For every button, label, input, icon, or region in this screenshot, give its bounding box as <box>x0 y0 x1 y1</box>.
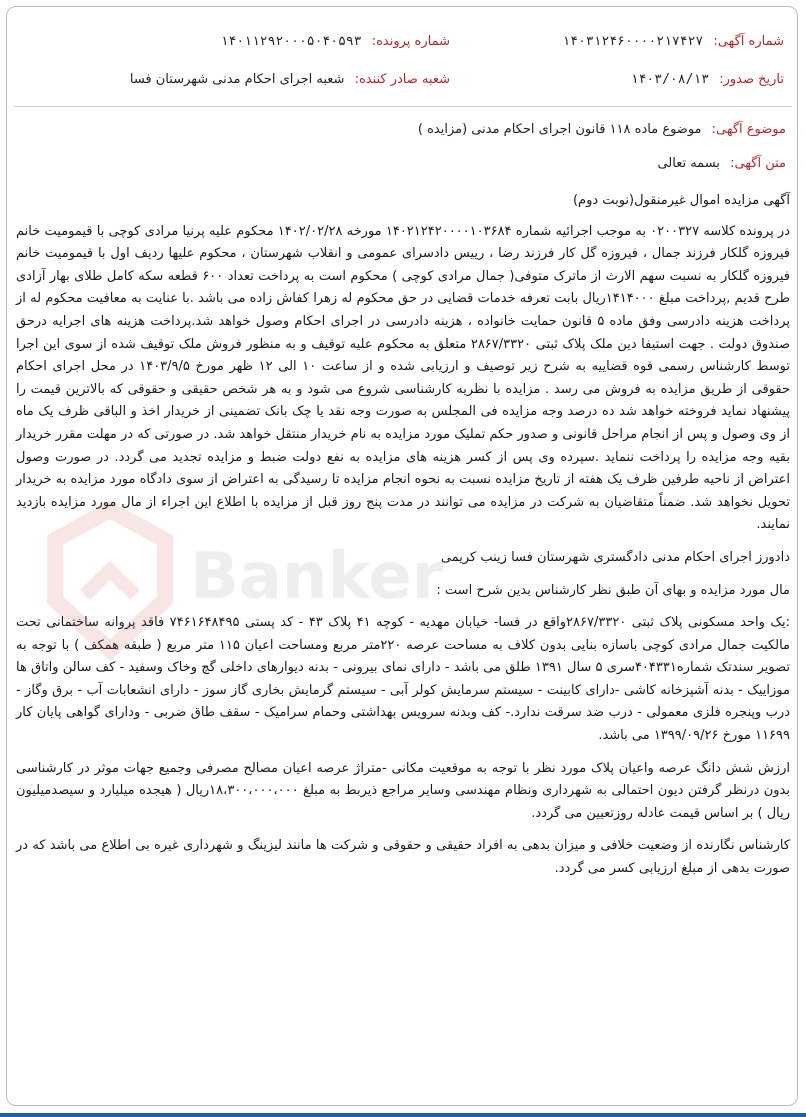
case-number-value: ۱۴۰۱۱۲۹۲۰۰۰۵۰۴۰۵۹۳ <box>220 34 362 49</box>
ad-property-description: :یک واحد مسکونی پلاک ثبتی ۲۸۶۷/۳۳۲۰واقع در فسا- خیابان مهدیه - کوچه ۴۱ پلاک ۴۳ - کد پستی ۷۴۶۱۶۴۸۴۹۵ فاقد پروانه ساختمانی تحت مالکیت جمال مرادی کوچی باسازه بنایی بدون کلاف به مساحت عرصه ۲۲۰متر مربع ومساحت اعیان ۱۱۵ متر مربع ( طبقه همکف ) با توجه به تصویر سندتک شماره۴۰۴۳۳۱سری ۵ سال ۱۳۹۱ طلق می باشد - دارای نمای بیرونی - بدنه دیوارهای داخلی گچ وخاک وسفید - کف سالن واتاق ها موزاییک - بدنه آشپزخانه کاشی -دارای کابینت - سیستم سرمایش کولر آبی - سیستم گرمایش بخاری گاز سوز - دارای انشعابات آب - برق وگاز - درب وپنجره فلزی معمولی - درب ضد سرقت ندارد.- کف وبدنه سرویس بهداشتی وحمام سرامیک - سقف طاق ضربی - ودارای گواهی پایان کار ۱۱۶۹۹ مورخ ۱۳۹۹/۰۹/۲۶ می باشد. <box>16 615 790 744</box>
body-label: متن آگهی: <box>730 156 786 171</box>
watermark-text: Banker <box>190 540 444 614</box>
ad-number-value: ۱۴۰۳۱۲۴۶۰۰۰۰۲۱۷۴۲۷ <box>562 34 704 49</box>
issuer-row <box>130 72 450 87</box>
ad-valuation-intro: مال مورد مزایده و بهای آن طبق نظر کارشناس بدین شرح است : <box>436 582 790 598</box>
ad-signature: دادورز اجرای احکام مدنی دادگستری شهرستان فسا زینب کریمی <box>440 549 790 565</box>
ad-paragraph-execution: در پرونده کلاسه ۰۲۰۰۳۲۷ به موجب اجرائیه شماره ۱۴۰۲۱۲۴۲۰۰۰۰۱۰۳۶۸۴ مورخه ۱۴۰۲/۰۲/۲۸ محکوم علیه پرنیا مرادی کوچی با قیمومیت خانم فیروزه گلکار فرزند جمال ، فیروزه گل کار فرزند رضا ، رییس دادسرای عمومی و انقلاب شهرستان ، محکوم علیها ردیف اول با قیمومیت خانم فیروزه گلکار به نسبت سهم الارث از ماترک متوفی( جمال مرادی کوچی ) محکوم است به پرداخت تعداد ۶۰۰ قطعه سکه کامل طلای بهار آزادی طرح قدیم ,پرداخت مبلغ ۱۴۱۴۰۰۰ریال بابت تعرفه خدمات قضایی در حق محکوم له زهرا کفاش زاده می باشد .با عنایت به معافیت محکوم له از پرداخت هزینه دادرسی وفق ماده ۵ قانون حمایت خانواده ، هزینه دادرسی در اجرای احکام وصول خواهد شد.پرداخت هزینه های اجرایه درحق صندوق دولت . جهت استیفا دین ملک پلاک ثبتی ۲۸۶۷/۳۳۲۰ متعلق به محکوم علیه توقیف و به منظور فروش ملک توقیف شده از سوی این اجرا توسط کارشناس رسمی قوه قضاییه به شرح زیر توصیف و ارزیابی شده و از ساعت ۱۰ الی ۱۲ ظهر مورخ ۱۴۰۳/۹/۵ در محل اجرای احکام حقوقی از طریق مزایده به فروش می رسد . مزایده با نظریه کارشناسی شروع می شود و به هر شخص حقیقی و حقوقی که بالاترین قیمت را پیشنهاد نماید فروخته خواهد شد ده درصد وجه مزایده فی المجلس به صورت وجه نقد یا چک بانک تضمینی از خریدار اخذ و الباقی ظرف یک ماه از وی وصول و پس از انجام مراحل قانونی و صدور حکم تملیک مورد مزایده به نام خریدار منتقل خواهد شد. در صورتی که در مهلت مقرر خریدار بقیه وجه مزایده را پرداخت ننماید .سپرده وی پس از کسر هزینه های مزایده به نفع دولت ضبط و مزایده تجدید می گردد. در صورت وصول اعتراض از ناحیه طرفین ظرف یک هفته از تاریخ مزایده نسبت به نحوه انجام مزایده تا رسیدگی به اعتراض از سوی دادگاه مورد مزایده به خریدار تحویل نخواهد شد. ضمناً متقاضیان به شرکت در مزایده می توانند در مدت پنج روز قبل از مزایده با اطلاع این اجراء از مال مورد مزایده بازدید نمایند. <box>16 223 790 533</box>
bottom-accent-bar <box>0 1113 806 1117</box>
body-basmala: بسمه تعالی <box>657 156 720 171</box>
header-divider <box>14 106 792 107</box>
case-number-row <box>221 34 450 49</box>
issue-date-label: تاریخ صدور: <box>719 72 784 87</box>
ad-body <box>16 190 790 891</box>
body-header-row <box>657 156 786 171</box>
issuer-value: شعبه اجرای احکام مدنی شهرستان فسا <box>129 72 345 87</box>
ad-number-row <box>562 34 784 49</box>
issuer-label: شعبه صادر کننده: <box>354 72 450 87</box>
issue-date-row <box>631 72 784 87</box>
subject-row <box>418 122 786 137</box>
issue-date-value: ۱۴۰۳/۰۸/۱۳ <box>630 72 710 87</box>
case-number-label: شماره پرونده: <box>371 34 450 49</box>
ad-number-label: شماره آگهی: <box>713 34 784 49</box>
ad-valuation-amount: ارزش شش دانگ عرصه واعیان پلاک مورد نظر با توجه به موقعیت مکانی -متراژ عرصه اعیان مصالح مصرفی وجمیع جهات موثر در کارشناسی بدون درنظر گرفتن دیون احتمالی به شهرداری ونظام مهندسی وسایر مراجع ذیربط به مبلغ ۱۸،۳۰۰،۰۰۰،۰۰۰ریال ( هیجده میلیارد و سیصدمیلیون ریال ) بر اساس قیمت عادله روزتعیین می گردد. <box>16 760 791 821</box>
subject-label: موضوع آگهی: <box>711 122 786 137</box>
ad-title: آگهی مزایده اموال غیرمنقول(نوبت دوم) <box>572 193 790 208</box>
ad-disclaimer: کارشناس نگارنده از وضعیت خلافی و میزان بدهی به افراد حقیقی و حقوقی و شرکت ها مانند لیزینگ و شهرداری غیره بی اطلاع می باشد که در صورت بدهی از مبلغ ارزیابی کسر می گردد. <box>16 838 790 877</box>
subject-value: موضوع ماده ۱۱۸ قانون اجرای احکام مدنی (مزایده ) <box>417 122 702 137</box>
